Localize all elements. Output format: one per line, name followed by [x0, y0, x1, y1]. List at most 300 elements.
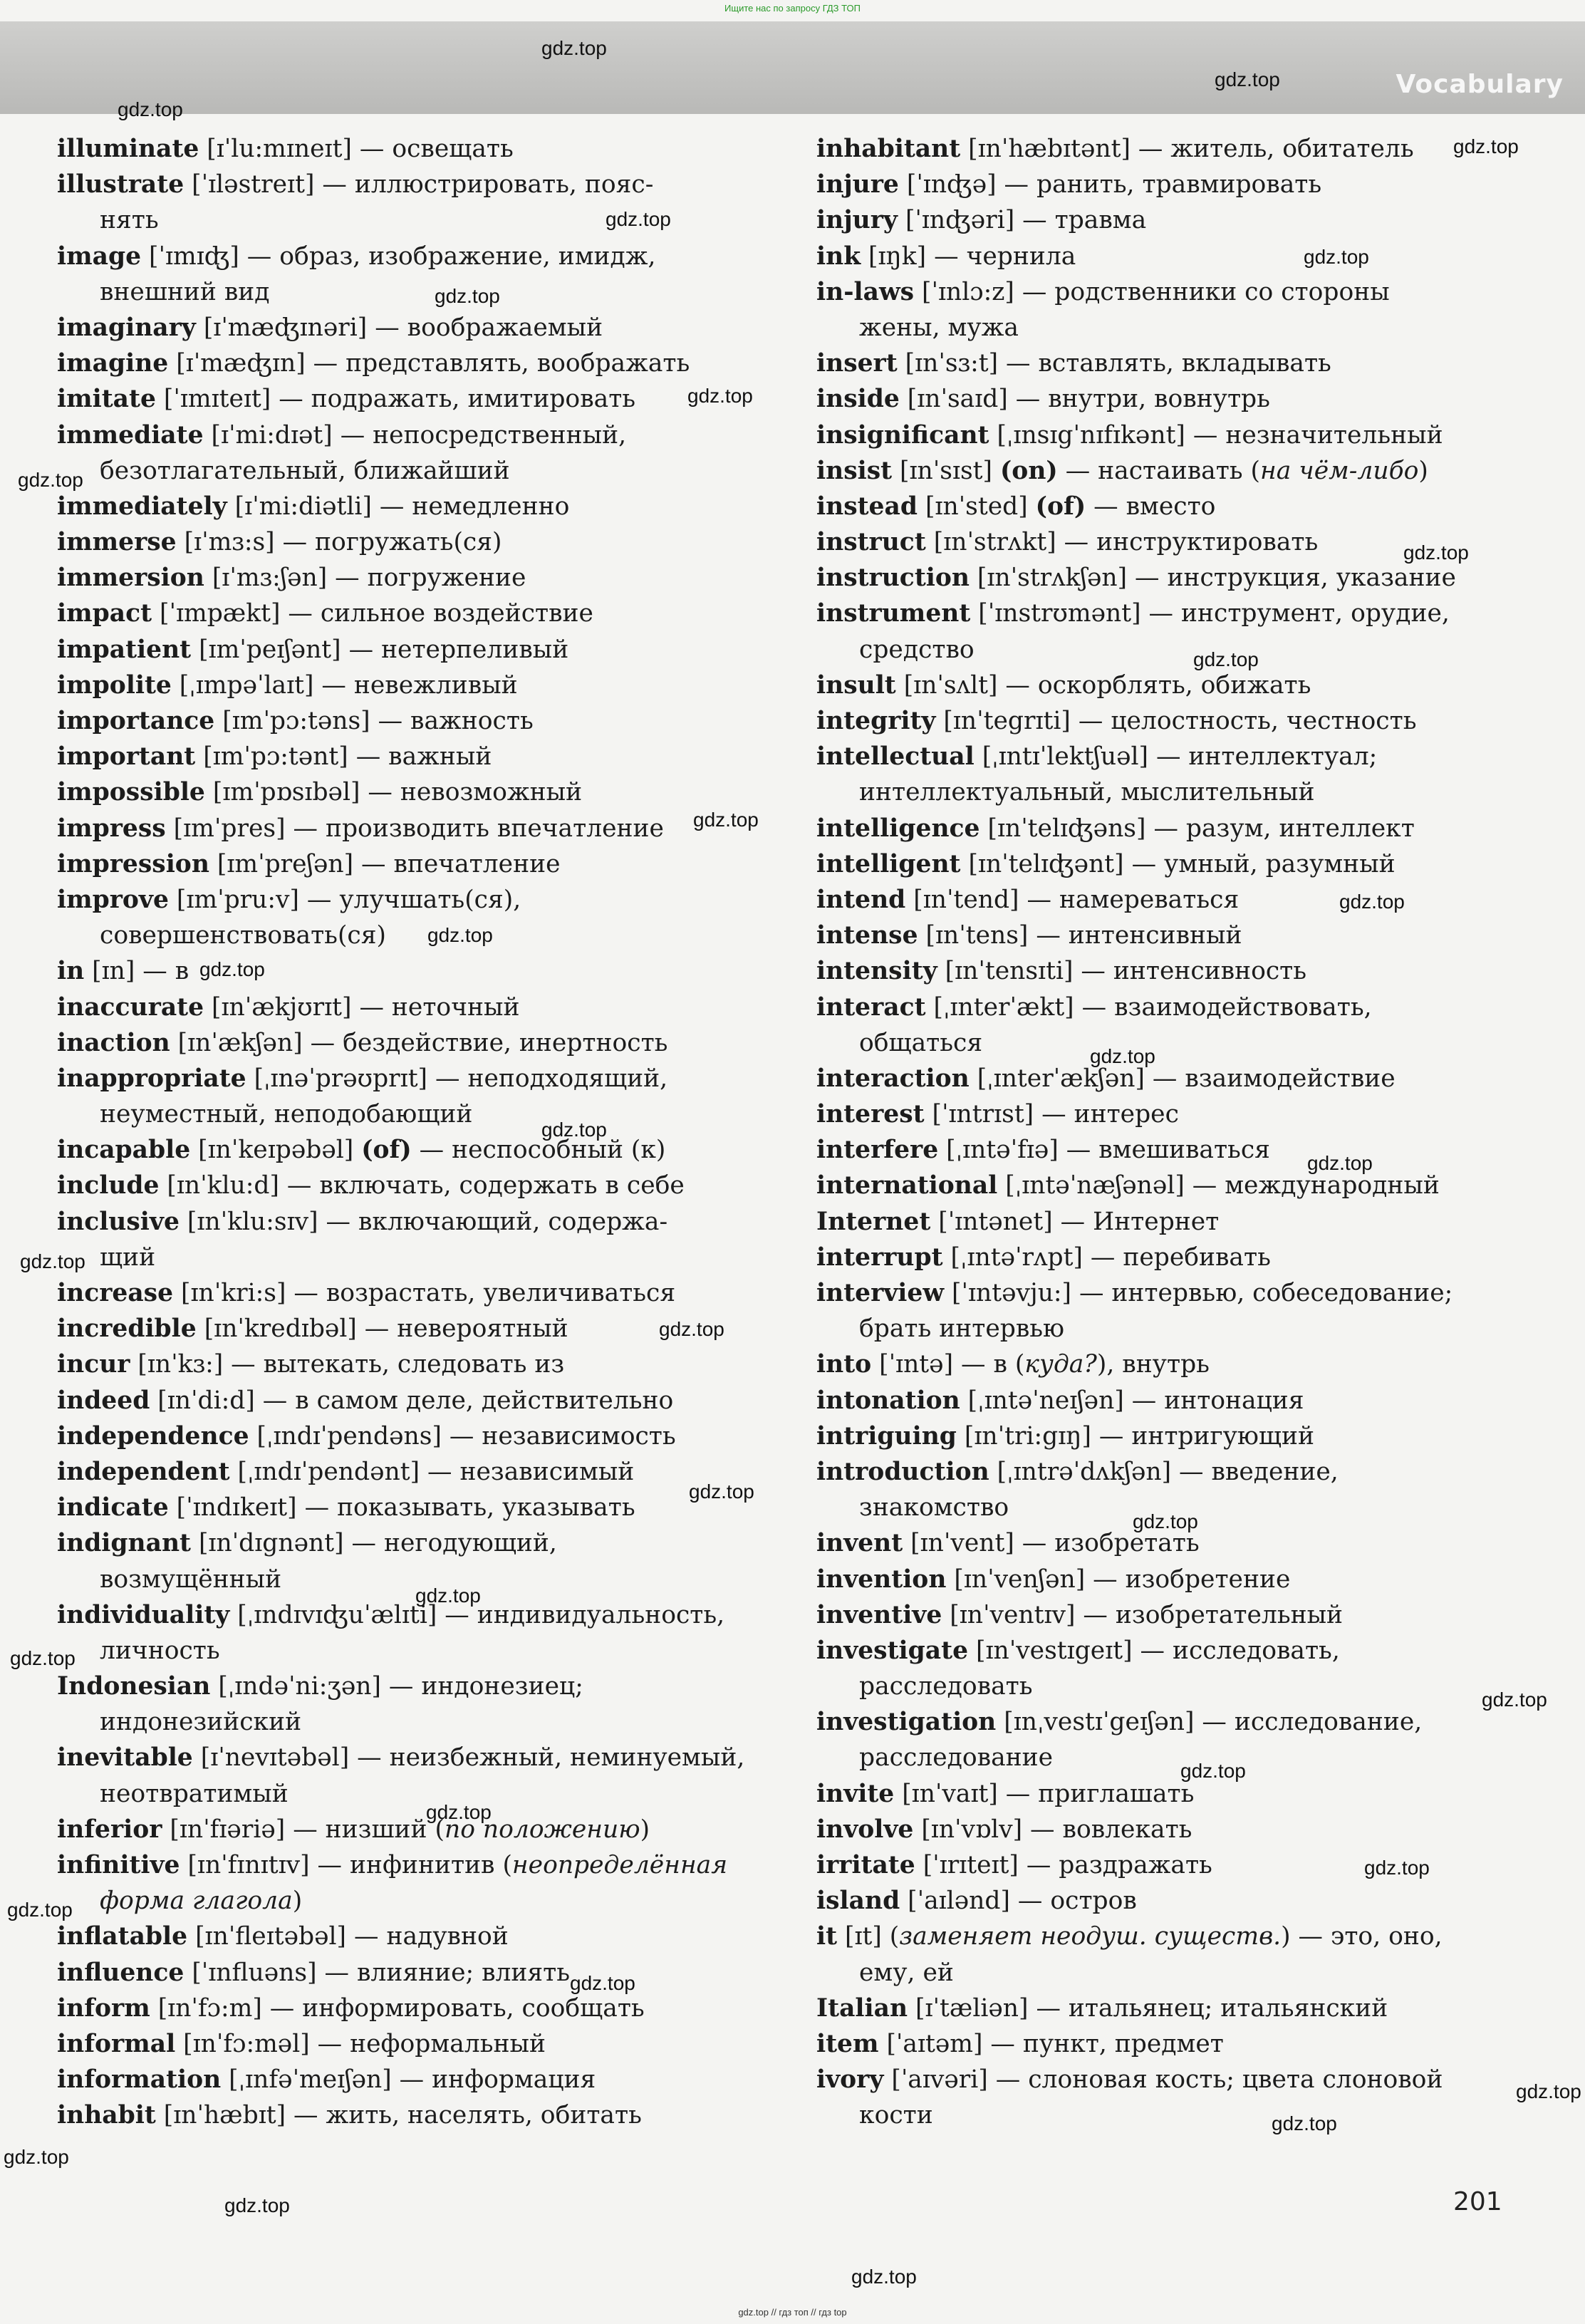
headword: infinitive: [57, 1851, 180, 1879]
headword: interaction: [816, 1064, 970, 1093]
definition: [ɪnˈtelɪʤəns] — разум, интеллект: [979, 814, 1415, 843]
watermark-label: gdz.top: [1193, 648, 1259, 670]
definition: [ˈaɪlənd] — остров: [900, 1887, 1137, 1916]
dictionary-entry: [57, 632, 769, 668]
dictionary-entry: [816, 489, 1529, 524]
headword: Internet: [816, 1207, 931, 1236]
definition: [ɪmˈpru:v] — улучшать(ся),: [168, 885, 521, 914]
definition: [ɪˈmi:dɪət] — непосредственный,: [203, 420, 627, 450]
definition: [ɪnˈvaɪt] — приглашать: [894, 1779, 1195, 1808]
definition: [ɪˈtæliən] — итальянец; итальянский: [908, 1993, 1388, 2023]
headword: irritate: [816, 1851, 915, 1879]
definition: [ɪˈmɜ:ʃən] — погружение: [204, 564, 526, 593]
definition: [ˌɪmpəˈlaɪt] — невежливый: [171, 670, 518, 700]
dictionary-entry: [57, 1418, 769, 1454]
definition: внешний вид: [100, 277, 270, 306]
dictionary-entry: [816, 202, 1529, 238]
note: форма глагола: [100, 1887, 293, 1916]
headword: incapable: [57, 1136, 191, 1165]
dictionary-entry: [816, 1776, 1529, 1812]
definition: [ˈɪmɪteɪt] — подражать, имитировать: [155, 385, 636, 414]
definition: [ɪnˈfɪnɪtɪv] — инфинитив (: [180, 1851, 512, 1879]
definition: [ɪnˈkɜ:] — вытекать, следовать из: [130, 1350, 565, 1379]
dictionary-entry: [57, 167, 769, 202]
entry-continuation: [816, 2097, 1529, 2133]
headword: insult: [816, 670, 896, 700]
dictionary-entry: [816, 2026, 1529, 2062]
headword: inaccurate: [57, 992, 204, 1022]
watermark-label: gdz.top: [1453, 135, 1519, 157]
headword: immediately: [57, 492, 227, 521]
dictionary-entry: [816, 1454, 1529, 1490]
entry-continuation: [816, 1025, 1529, 1061]
headword: independent: [57, 1457, 230, 1486]
headword: individuality: [57, 1600, 230, 1629]
dictionary-entry: [816, 811, 1529, 846]
dictionary-entry: [57, 1597, 769, 1633]
watermark-label: gdz.top: [1215, 68, 1280, 90]
dictionary-entry: [816, 346, 1529, 381]
dictionary-entry: [816, 1383, 1529, 1418]
dictionary-entry: [816, 1132, 1529, 1168]
headword: indicate: [57, 1493, 169, 1522]
headword: (on): [999, 456, 1058, 485]
definition: [ɪnˈkredɪbəl] — невероятный: [196, 1314, 568, 1344]
definition: [ˌɪndɪˈpendənt] — независимый: [229, 1457, 635, 1486]
dictionary-entry: [816, 1418, 1529, 1454]
headword: incredible: [57, 1314, 197, 1344]
dictionary-entry: [816, 239, 1529, 274]
definition: возмущённый: [100, 1565, 282, 1594]
dictionary-entry: [57, 811, 769, 846]
note: неопределённая: [511, 1851, 728, 1879]
definition: [ɪnˈtegrɪti] — целостность, честность: [935, 707, 1417, 735]
headword: item: [816, 2029, 879, 2058]
headword: incur: [57, 1350, 130, 1379]
watermark-label: gdz.top: [435, 285, 500, 307]
definition: [ˈɪnfluəns] — влияние; влиять: [184, 1958, 571, 1987]
definition: [ɪˈmæʤɪnəri] — воображаемый: [195, 313, 603, 342]
definition: [ɪnˈtend] — намереваться: [905, 885, 1240, 914]
headword: intonation: [816, 1386, 960, 1415]
headword: important: [57, 742, 196, 772]
dictionary-entry: [816, 1347, 1529, 1382]
headword: instruction: [816, 564, 970, 593]
definition: [ˈɪləstreɪt] — иллюстрировать, пояс-: [184, 170, 654, 199]
headword: impatient: [57, 635, 192, 664]
definition: [ɪnˈfɪəriə] — низший (: [162, 1815, 445, 1844]
dictionary-entry: [816, 274, 1529, 310]
dictionary-entry: [57, 524, 769, 560]
dictionary-entry: [816, 1704, 1529, 1740]
definition: ) — это, оно,: [1281, 1922, 1443, 1951]
definition: ), внутрь: [1096, 1350, 1210, 1379]
watermark-label: gdz.top: [1516, 2080, 1581, 2102]
definition: [ɪmˈpɔ:təns] — важность: [214, 707, 534, 735]
definition: [ɪnˈstrʌkt] — инструктировать: [925, 528, 1319, 557]
definition: [ɪmˈpres] — производить впечатление: [165, 814, 664, 843]
watermark-label: gdz.top: [606, 208, 671, 230]
dictionary-entry: [816, 703, 1529, 739]
headword: intriguing: [816, 1421, 957, 1451]
entry-continuation: [57, 1633, 769, 1669]
watermark-label: gdz.top: [541, 1119, 607, 1141]
definition: [ˌɪndəˈni:ʒən] — индонезиец;: [210, 1672, 583, 1701]
definition: расследование: [859, 1743, 1054, 1773]
definition: [ɪnˈvent] — изобретать: [903, 1529, 1200, 1558]
section-tab: Vocabulary: [1396, 70, 1564, 99]
definition: — настаивать (: [1057, 456, 1260, 485]
definition: [ˈɪrɪteɪt] — раздражать: [915, 1851, 1212, 1879]
definition: [ɪnˌvestɪˈgeɪʃən] — исследование,: [996, 1708, 1423, 1737]
watermark-label: gdz.top: [687, 385, 753, 407]
headword: instruct: [816, 528, 926, 557]
dictionary-entry: [816, 1812, 1529, 1847]
definition: [ˌɪntəˈrʌpt] — перебивать: [942, 1243, 1271, 1272]
definition: [ˈɪnstrʊmənt] — инструмент, орудие,: [970, 599, 1450, 628]
headword: interact: [816, 992, 926, 1022]
definition: [ɪnˈfɔ:məl] — неформальный: [175, 2029, 546, 2058]
headword: information: [57, 2065, 222, 2095]
headword: impression: [57, 849, 209, 878]
definition: [ˈaɪtəm] — пункт, предмет: [878, 2029, 1224, 2058]
entry-continuation: [57, 453, 769, 489]
watermark-label: gdz.top: [4, 2146, 69, 2168]
headword: immersion: [57, 564, 204, 593]
dictionary-entry: [57, 2062, 769, 2097]
dictionary-entry: [816, 1275, 1529, 1311]
dictionary-entry: [816, 596, 1529, 631]
dictionary-entry: [57, 1847, 769, 1883]
definition: [ˈɪntənet] — Интернет: [930, 1207, 1220, 1236]
dictionary-entry: [816, 739, 1529, 774]
dictionary-entry: [57, 239, 769, 274]
dictionary-entry: [57, 1132, 769, 1168]
watermark-label: gdz.top: [426, 1801, 492, 1823]
headword: into: [816, 1350, 872, 1379]
definition: интеллектуальный, мыслительный: [859, 778, 1315, 807]
dictionary-entry: [816, 1061, 1529, 1096]
headword: island: [816, 1887, 900, 1916]
watermark-label: gdz.top: [1482, 1688, 1547, 1711]
headword: improve: [57, 885, 169, 914]
definition: [ɪˈmɜ:s] — погружать(ся): [176, 528, 502, 557]
definition: [ɪŋk] — чернила: [861, 242, 1076, 271]
dictionary-entry: [816, 560, 1529, 596]
watermark-label: gdz.top: [199, 958, 265, 980]
definition: [ɪmˈpeɪʃənt] — нетерпеливый: [191, 635, 569, 664]
dictionary-entry: [57, 1061, 769, 1096]
dictionary-entry: [57, 346, 769, 381]
dictionary-entry: [57, 1991, 769, 2026]
dictionary-entry: [816, 953, 1529, 989]
entry-continuation: [816, 1955, 1529, 1991]
note: на чём-либо: [1260, 456, 1419, 485]
headword: invention: [816, 1565, 947, 1594]
definition: [ɪnˈfɔ:m] — информировать, сообщать: [150, 1993, 645, 2023]
entry-continuation: [57, 1562, 769, 1597]
definition: [ɪnˈækjʊrɪt] — неточный: [204, 992, 520, 1022]
definition: [ˈɪnlɔ:z] — родственники со стороны: [914, 277, 1390, 306]
headword: impress: [57, 814, 166, 843]
headword: intelligent: [816, 849, 961, 878]
headword: involve: [816, 1815, 914, 1844]
definition: [ɪnˈventɪv] — изобретательный: [942, 1600, 1344, 1629]
headword: inhabit: [57, 2101, 156, 2130]
dictionary-entry: [57, 1204, 769, 1240]
headword: include: [57, 1171, 160, 1200]
headword: ivory: [816, 2065, 884, 2095]
headword: imaginary: [57, 313, 196, 342]
watermark-label: gdz.top: [20, 1250, 85, 1272]
definition: [ˌɪntrəˈdʌkʃən] — введение,: [989, 1457, 1339, 1486]
definition: [ɪmˈpɒsɪbəl] — невозможный: [204, 778, 583, 807]
page-number: 201: [1453, 2187, 1502, 2216]
headword: integrity: [816, 707, 936, 735]
definition: ): [292, 1887, 303, 1916]
headword: inventive: [816, 1600, 942, 1629]
headword: inaction: [57, 1028, 170, 1057]
dictionary-entry: [57, 1168, 769, 1203]
dictionary-entry: [57, 882, 769, 918]
dictionary-entry: [57, 2026, 769, 2062]
definition: [ɪnˈsɪst]: [892, 456, 1000, 485]
entry-continuation: [816, 1311, 1529, 1347]
watermark-label: gdz.top: [18, 469, 83, 491]
dictionary-entry: [57, 596, 769, 631]
entry-continuation: [57, 1704, 769, 1740]
definition: жены, мужа: [859, 313, 1019, 342]
dictionary-entry: [816, 1168, 1529, 1203]
definition: средство: [859, 635, 975, 664]
definition: кости: [859, 2101, 933, 2130]
dictionary-entry: [816, 2062, 1529, 2097]
dictionary-entry: [57, 846, 769, 882]
definition: неуместный, неподобающий: [100, 1100, 473, 1129]
headword: indeed: [57, 1386, 150, 1415]
definition: личность: [100, 1636, 220, 1665]
headword: indignant: [57, 1529, 191, 1558]
dictionary-entry: [57, 1955, 769, 1991]
definition: нять: [100, 206, 159, 235]
definition: [ˌɪndɪˈpendəns] — независимость: [249, 1421, 676, 1451]
dictionary-entry: [816, 1240, 1529, 1275]
headword: insist: [816, 456, 893, 485]
dictionary-entry: [816, 381, 1529, 417]
dictionary-entry: [57, 703, 769, 739]
entry-continuation: [816, 774, 1529, 810]
dictionary-entry: [57, 1347, 769, 1382]
headword: instrument: [816, 599, 971, 628]
definition: общаться: [859, 1028, 983, 1057]
headword: impolite: [57, 670, 172, 700]
definition: [ˌɪntəˈfɪə] — вмешиваться: [938, 1136, 1270, 1165]
entry-continuation: [816, 1740, 1529, 1775]
dictionary-entry: [57, 310, 769, 346]
definition: [ˌɪnəˈprəʊprɪt] — неподходящий,: [246, 1064, 668, 1093]
definition: [ˌɪndɪvɪʤuˈælɪti] — индивидуальность,: [229, 1600, 725, 1629]
definition: [ɪnˈstrʌkʃən] — инструкция, указание: [969, 564, 1456, 593]
definition: [ɪnˈvestɪgeɪt] — исследовать,: [968, 1636, 1340, 1665]
definition: [ɪnˈdɪgnənt] — негодующий,: [191, 1529, 557, 1558]
definition: [ˌɪntəˈnæʃənəl] — международный: [997, 1171, 1440, 1200]
headword: image: [57, 242, 142, 271]
headword: in-laws: [816, 277, 915, 306]
definition: [ɪnˈtri:gɪŋ] — интригующий: [956, 1421, 1314, 1451]
headword: invent: [816, 1529, 903, 1558]
headword: it: [816, 1922, 838, 1951]
definition: [ɪmˈpreʃən] — впечатление: [209, 849, 561, 878]
headword: Italian: [816, 1993, 908, 2023]
definition: [ɪt] (: [837, 1922, 900, 1951]
definition: расследовать: [859, 1672, 1033, 1701]
definition: ему, ей: [859, 1958, 954, 1987]
headword: inform: [57, 1993, 150, 2023]
headword: intense: [816, 921, 918, 950]
headword: interview: [816, 1279, 945, 1307]
watermark-label: gdz.top: [851, 2266, 917, 2288]
definition: [ˈɪnʤəri] — травма: [897, 206, 1147, 235]
headword: ink: [816, 242, 861, 271]
headword: insert: [816, 349, 898, 378]
watermark-label: gdz.top: [1133, 1510, 1198, 1532]
dictionary-entry: [816, 668, 1529, 703]
definition: [ɪnˈkri:s] — возрастать, увеличиваться: [173, 1279, 676, 1307]
headword: immerse: [57, 528, 177, 557]
headword: impact: [57, 599, 152, 628]
watermark-label: gdz.top: [415, 1584, 481, 1607]
headword: inside: [816, 385, 900, 414]
definition: [ɪnˈfleɪtəbəl] — надувной: [187, 1922, 509, 1951]
headword: inclusive: [57, 1207, 180, 1236]
definition: [ˌɪnsɪgˈnɪfɪkənt] — незначительный: [989, 420, 1443, 450]
headword: invite: [816, 1779, 895, 1808]
headword: instead: [816, 492, 918, 521]
headword: independence: [57, 1421, 249, 1451]
dictionary-entry: [57, 1812, 769, 1847]
headword: injure: [816, 170, 899, 199]
dictionary-entry: [816, 453, 1529, 489]
entry-continuation: [57, 1883, 769, 1919]
watermark-label: gdz.top: [224, 2194, 290, 2216]
definition: ): [640, 1815, 650, 1844]
headword: interrupt: [816, 1243, 943, 1272]
headword: inferior: [57, 1815, 162, 1844]
definition: [ˌɪntɪˈlektʃuəl] — интеллектуал;: [974, 742, 1378, 772]
dictionary-entry: [57, 774, 769, 810]
headword: interfere: [816, 1136, 939, 1165]
headword: injury: [816, 206, 898, 235]
definition: [ɪnˈækʃən] — бездействие, инертность: [170, 1028, 668, 1057]
entry-continuation: [57, 1776, 769, 1812]
definition: [ˈɪntrɪst] — интерес: [924, 1100, 1179, 1129]
note: заменяет неодуш. существ.: [899, 1922, 1282, 1951]
definition: [ɪnˈhæbɪt] — жить, населять, обитать: [155, 2101, 642, 2130]
dictionary-entry: [57, 1740, 769, 1775]
headword: importance: [57, 707, 215, 735]
definition: [ɪmˈpɔ:tənt] — важный: [195, 742, 492, 772]
definition: [ɪnˈvɒlv] — вовлекать: [913, 1815, 1192, 1844]
definition: [ɪˈlu:mɪneɪt] — освещать: [199, 135, 514, 163]
watermark-label: gdz.top: [427, 924, 493, 946]
dictionary-entry: [816, 1991, 1529, 2026]
definition: [ˈaɪvəri] — слоновая кость; цвета слоновой: [883, 2065, 1443, 2095]
definition: [ˌɪnterˈækʃən] — взаимодействие: [969, 1064, 1396, 1093]
definition: [ɪnˈklu:sɪv] — включающий, содержа-: [179, 1207, 668, 1236]
headword: influence: [57, 1958, 185, 1987]
headword: intelligence: [816, 814, 980, 843]
definition: [ɪˈmi:diətli] — немедленно: [227, 492, 570, 521]
headword: inevitable: [57, 1743, 193, 1773]
headword: investigation: [816, 1708, 997, 1737]
definition: [ˌɪnterˈækt] — взаимодействовать,: [925, 992, 1372, 1022]
headword: investigate: [816, 1636, 969, 1665]
definition: [ɪnˈklu:d] — включать, содержать в себе: [159, 1171, 685, 1200]
definition: [ɪnˈdi:d] — в самом деле, действительно: [150, 1386, 674, 1415]
definition: ): [1418, 456, 1428, 485]
definition: [ˈɪnʤə] — ранить, травмировать: [898, 170, 1322, 199]
headword: introduction: [816, 1457, 989, 1486]
right-column: [816, 131, 1529, 2134]
dictionary-entry: [57, 739, 769, 774]
headword: intensity: [816, 957, 937, 986]
watermark-label: gdz.top: [659, 1318, 724, 1340]
headword: imagine: [57, 349, 169, 378]
dictionary-entry: [57, 417, 769, 453]
bottom-notice: gdz.top // гдз топ // гдз top: [738, 2307, 847, 2318]
definition: [ˌɪntəˈneɪʃən] — интонация: [960, 1386, 1304, 1415]
definition: [ˈɪntə] — в (: [871, 1350, 1025, 1379]
watermark-label: gdz.top: [1364, 1857, 1430, 1879]
headword: insignificant: [816, 420, 989, 450]
definition: [ɪnˈtens] — интенсивный: [918, 921, 1242, 950]
entry-continuation: [816, 1669, 1529, 1704]
watermark-label: gdz.top: [570, 1972, 635, 1994]
dictionary-entry: [57, 560, 769, 596]
headword: in: [57, 957, 85, 986]
dictionary-entry: [816, 990, 1529, 1025]
dictionary-entry: [816, 1562, 1529, 1597]
definition: [ˌɪnfəˈmeɪʃən] — информация: [221, 2065, 596, 2095]
dictionary-entry: [57, 1275, 769, 1311]
headword: intend: [816, 885, 906, 914]
headword: intellectual: [816, 742, 975, 772]
dictionary-entry: [816, 882, 1529, 918]
dictionary-entry: [816, 846, 1529, 882]
definition: [ɪn] — в: [84, 957, 189, 986]
dictionary-entry: [57, 990, 769, 1025]
headword: impossible: [57, 778, 205, 807]
dictionary-entry: [57, 1025, 769, 1061]
headword: illuminate: [57, 135, 199, 163]
definition: неотвратимый: [100, 1779, 289, 1808]
watermark-label: gdz.top: [1307, 1152, 1373, 1174]
dictionary-entry: [816, 1919, 1529, 1954]
dictionary-entry: [57, 1525, 769, 1561]
watermark-label: gdz.top: [1339, 891, 1405, 913]
definition: [ɪnˈsʌlt] — оскорблять, обижать: [895, 670, 1311, 700]
headword: illustrate: [57, 170, 185, 199]
entry-continuation: [816, 632, 1529, 668]
headword: inflatable: [57, 1922, 188, 1951]
watermark-label: gdz.top: [1403, 541, 1469, 564]
headword: interest: [816, 1100, 925, 1129]
watermark-label: gdz.top: [1180, 1760, 1246, 1782]
dictionary-entry: [816, 131, 1529, 167]
dictionary-entry: [816, 1204, 1529, 1240]
dictionary-entry: [57, 1669, 769, 1704]
dictionary-entry: [57, 953, 769, 989]
